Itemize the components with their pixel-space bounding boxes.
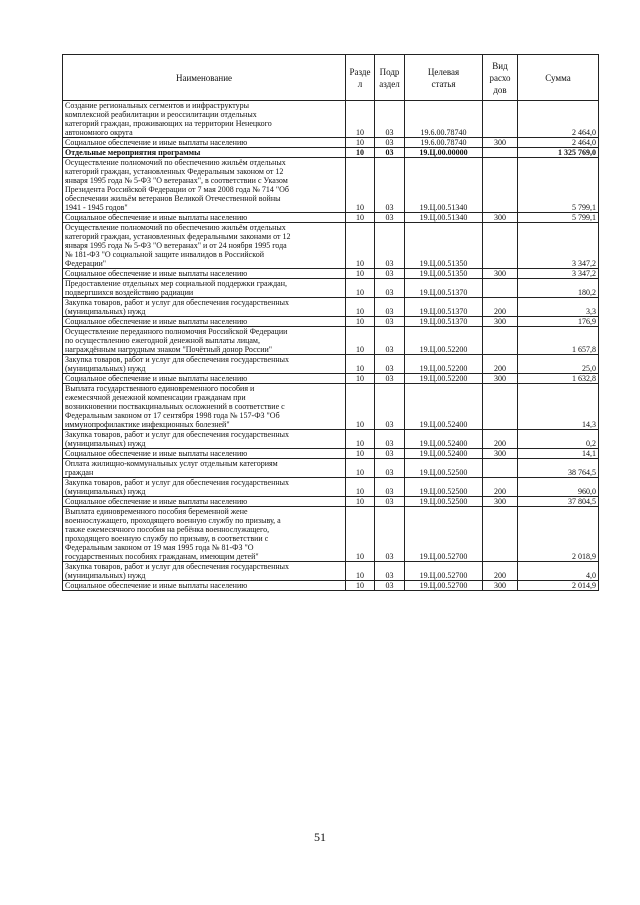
cell-expense-type <box>483 148 518 158</box>
cell-subsection: 03 <box>375 317 405 327</box>
page-number: 51 <box>314 830 326 844</box>
cell-name: Оплата жилищно-коммунальных услуг отдельным категориям граждан <box>63 459 346 478</box>
cell-expense-type <box>483 279 518 298</box>
cell-section: 10 <box>346 213 375 223</box>
cell-section: 10 <box>346 581 375 591</box>
cell-section: 10 <box>346 355 375 374</box>
cell-target: 19.Ц.00.52500 <box>405 497 483 507</box>
cell-name: Социальное обеспечение и иные выплаты населению <box>63 269 346 279</box>
cell-name: Выплата единовременного пособия беременной жене военнослужащего, проходящего военную службу по призыву, а также ежемесячного пособия на ребёнка военнослужащего, проходящего военную службу по призыву, в соответствии с Федеральным законом от 19 мая 1995 года № 81-ФЗ "О государственных пособиях гражданам, имеющим детей" <box>63 507 346 562</box>
cell-name: Осуществление переданного полномочия Российской Федерации по осуществлению ежегодной денежной выплаты лицам, награждённым нагрудным знаком "Почётный донор России" <box>63 327 346 355</box>
cell-target: 19.Ц.00.52500 <box>405 478 483 497</box>
table-row <box>63 317 599 327</box>
table-row <box>63 138 599 148</box>
cell-expense-type: 200 <box>483 478 518 497</box>
header-target: Целевая статья <box>405 55 483 101</box>
cell-section: 10 <box>346 384 375 430</box>
cell-section: 10 <box>346 497 375 507</box>
cell-section: 10 <box>346 298 375 317</box>
cell-expense-type: 200 <box>483 298 518 317</box>
cell-amount: 14,3 <box>518 384 599 430</box>
table-row <box>63 581 599 591</box>
cell-expense-type: 300 <box>483 317 518 327</box>
cell-subsection: 03 <box>375 213 405 223</box>
cell-subsection: 03 <box>375 430 405 449</box>
cell-section: 10 <box>346 101 375 138</box>
cell-subsection: 03 <box>375 507 405 562</box>
cell-amount: 176,9 <box>518 317 599 327</box>
cell-name: Осуществление полномочий по обеспечению жильём отдельных категорий граждан, установленных федеральными законами от 12 января 1995 года № 5-ФЗ "О ветеранах" и от 24 ноября 1995 года № 181-ФЗ "О социальной защите инвалидов в Российской Федерации" <box>63 223 346 269</box>
cell-expense-type <box>483 384 518 430</box>
table-row <box>63 562 599 581</box>
cell-target: 19.Ц.00.52400 <box>405 449 483 459</box>
table-row <box>63 449 599 459</box>
cell-section: 10 <box>346 223 375 269</box>
table-row <box>63 327 599 355</box>
table-row <box>63 374 599 384</box>
cell-name: Социальное обеспечение и иные выплаты населению <box>63 374 346 384</box>
cell-section: 10 <box>346 327 375 355</box>
table-row <box>63 430 599 449</box>
cell-target: 19.Ц.00.52400 <box>405 430 483 449</box>
table-row <box>63 507 599 562</box>
header-name: Наименование <box>63 55 346 101</box>
cell-target: 19.Ц.00.52500 <box>405 459 483 478</box>
cell-subsection: 03 <box>375 327 405 355</box>
cell-subsection: 03 <box>375 459 405 478</box>
cell-subsection: 03 <box>375 355 405 374</box>
cell-amount: 960,0 <box>518 478 599 497</box>
cell-section: 10 <box>346 478 375 497</box>
cell-target: 19.6.00.78740 <box>405 138 483 148</box>
cell-name: Создание региональных сегментов и инфраструктуры комплексной реабилитации и реоссилитации отдельных категорий граждан, проживающих на территории Ненецкого автономного округа <box>63 101 346 138</box>
cell-target: 19.Ц.00.51340 <box>405 158 483 213</box>
cell-target: 19.Ц.00.51370 <box>405 279 483 298</box>
cell-name: Социальное обеспечение и иные выплаты населению <box>63 138 346 148</box>
cell-expense-type: 300 <box>483 581 518 591</box>
cell-amount: 180,2 <box>518 279 599 298</box>
cell-name: Предоставление отдельных мер социальной поддержки граждан, подвергшихся воздействию радиации <box>63 279 346 298</box>
budget-table <box>62 54 599 591</box>
cell-name: Социальное обеспечение и иные выплаты населению <box>63 317 346 327</box>
cell-amount: 2 464,0 <box>518 101 599 138</box>
cell-target: 19.Ц.00.52200 <box>405 355 483 374</box>
cell-target: 19.Ц.00.51370 <box>405 298 483 317</box>
cell-amount: 5 799,1 <box>518 213 599 223</box>
table-row <box>63 384 599 430</box>
cell-section: 10 <box>346 269 375 279</box>
cell-expense-type: 300 <box>483 449 518 459</box>
cell-amount: 1 657,8 <box>518 327 599 355</box>
cell-target: 19.Ц.00.52200 <box>405 327 483 355</box>
cell-target: 19.Ц.00.51350 <box>405 269 483 279</box>
cell-amount: 2 018,9 <box>518 507 599 562</box>
header-amount: Сумма <box>518 55 599 101</box>
cell-amount: 3 347,2 <box>518 269 599 279</box>
cell-amount: 1 632,8 <box>518 374 599 384</box>
cell-expense-type <box>483 101 518 138</box>
table-row <box>63 223 599 269</box>
cell-subsection: 03 <box>375 497 405 507</box>
cell-expense-type <box>483 158 518 213</box>
table-row <box>63 478 599 497</box>
cell-name: Социальное обеспечение и иные выплаты населению <box>63 449 346 459</box>
cell-name: Закупка товаров, работ и услуг для обеспечения государственных (муниципальных) нужд <box>63 478 346 497</box>
cell-section: 10 <box>346 430 375 449</box>
cell-section: 10 <box>346 138 375 148</box>
cell-expense-type: 300 <box>483 213 518 223</box>
cell-target: 19.Ц.00.52700 <box>405 507 483 562</box>
table-row <box>63 213 599 223</box>
cell-target: 19.Ц.00.52400 <box>405 384 483 430</box>
cell-expense-type: 200 <box>483 562 518 581</box>
cell-subsection: 03 <box>375 279 405 298</box>
cell-name: Закупка товаров, работ и услуг для обеспечения государственных (муниципальных) нужд <box>63 430 346 449</box>
cell-amount: 2 464,0 <box>518 138 599 148</box>
cell-expense-type: 200 <box>483 355 518 374</box>
header-row <box>63 55 599 101</box>
header-section: Разде л <box>346 55 375 101</box>
cell-target: 19.Ц.00.52200 <box>405 374 483 384</box>
cell-target: 19.6.00.78740 <box>405 101 483 138</box>
cell-subsection: 03 <box>375 158 405 213</box>
cell-section: 10 <box>346 507 375 562</box>
cell-expense-type: 200 <box>483 430 518 449</box>
cell-section: 10 <box>346 459 375 478</box>
cell-target: 19.Ц.00.00000 <box>405 148 483 158</box>
cell-expense-type: 300 <box>483 138 518 148</box>
cell-subsection: 03 <box>375 449 405 459</box>
cell-amount: 37 804,5 <box>518 497 599 507</box>
cell-section: 10 <box>346 279 375 298</box>
cell-expense-type <box>483 459 518 478</box>
cell-expense-type: 300 <box>483 269 518 279</box>
table-row <box>63 279 599 298</box>
cell-name: Отдельные мероприятия программы <box>63 148 346 158</box>
cell-target: 19.Ц.00.52700 <box>405 562 483 581</box>
cell-name: Осуществление полномочий по обеспечению жильём отдельных категорий граждан, установленных Федеральным законом от 12 января 1995 года № 5-ФЗ "О ветеранах", в соответствии с Указом Президента Российской Федерации от 7 мая 2008 года № 714 "Об обеспечении жильём ветеранов Великой Отечественной войны 1941 - 1945 годов" <box>63 158 346 213</box>
cell-expense-type <box>483 507 518 562</box>
cell-amount: 1 325 769,0 <box>518 148 599 158</box>
cell-expense-type: 300 <box>483 497 518 507</box>
cell-amount: 5 799,1 <box>518 158 599 213</box>
cell-name: Закупка товаров, работ и услуг для обеспечения государственных (муниципальных) нужд <box>63 298 346 317</box>
cell-amount: 4,0 <box>518 562 599 581</box>
table-row <box>63 459 599 478</box>
cell-expense-type <box>483 223 518 269</box>
table-row <box>63 269 599 279</box>
cell-amount: 38 764,5 <box>518 459 599 478</box>
cell-name: Социальное обеспечение и иные выплаты населению <box>63 581 346 591</box>
cell-section: 10 <box>346 148 375 158</box>
table-row <box>63 158 599 213</box>
cell-target: 19.Ц.00.52700 <box>405 581 483 591</box>
cell-subsection: 03 <box>375 148 405 158</box>
cell-section: 10 <box>346 317 375 327</box>
cell-amount: 3 347,2 <box>518 223 599 269</box>
cell-section: 10 <box>346 374 375 384</box>
cell-subsection: 03 <box>375 298 405 317</box>
table-row <box>63 497 599 507</box>
cell-amount: 14,1 <box>518 449 599 459</box>
cell-subsection: 03 <box>375 562 405 581</box>
cell-subsection: 03 <box>375 384 405 430</box>
header-subsection: Подр аздел <box>375 55 405 101</box>
cell-target: 19.Ц.00.51370 <box>405 317 483 327</box>
cell-amount: 0,2 <box>518 430 599 449</box>
cell-name: Социальное обеспечение и иные выплаты населению <box>63 213 346 223</box>
cell-amount: 2 014,9 <box>518 581 599 591</box>
cell-amount: 25,0 <box>518 355 599 374</box>
cell-target: 19.Ц.00.51350 <box>405 223 483 269</box>
cell-subsection: 03 <box>375 138 405 148</box>
cell-subsection: 03 <box>375 478 405 497</box>
cell-subsection: 03 <box>375 581 405 591</box>
cell-section: 10 <box>346 562 375 581</box>
cell-expense-type <box>483 327 518 355</box>
cell-name: Социальное обеспечение и иные выплаты населению <box>63 497 346 507</box>
cell-target: 19.Ц.00.51340 <box>405 213 483 223</box>
cell-subsection: 03 <box>375 223 405 269</box>
cell-name: Закупка товаров, работ и услуг для обеспечения государственных (муниципальных) нужд <box>63 562 346 581</box>
cell-name: Выплата государственного единовременного пособия и ежемесячной денежной компенсации гражданам при возникновении поствакцинальных осложнений в соответствие с Федеральным законом от 17 сентября 1998 года № 157-ФЗ "Об иммунопрофилактике инфекционных болезней" <box>63 384 346 430</box>
header-expense-type: Вид расхо дов <box>483 55 518 101</box>
table-row <box>63 355 599 374</box>
table-row <box>63 101 599 138</box>
cell-subsection: 03 <box>375 101 405 138</box>
cell-amount: 3,3 <box>518 298 599 317</box>
cell-subsection: 03 <box>375 269 405 279</box>
cell-expense-type: 300 <box>483 374 518 384</box>
table-row <box>63 298 599 317</box>
cell-subsection: 03 <box>375 374 405 384</box>
cell-section: 10 <box>346 158 375 213</box>
cell-section: 10 <box>346 449 375 459</box>
table-row <box>63 148 599 158</box>
cell-name: Закупка товаров, работ и услуг для обеспечения государственных (муниципальных) нужд <box>63 355 346 374</box>
